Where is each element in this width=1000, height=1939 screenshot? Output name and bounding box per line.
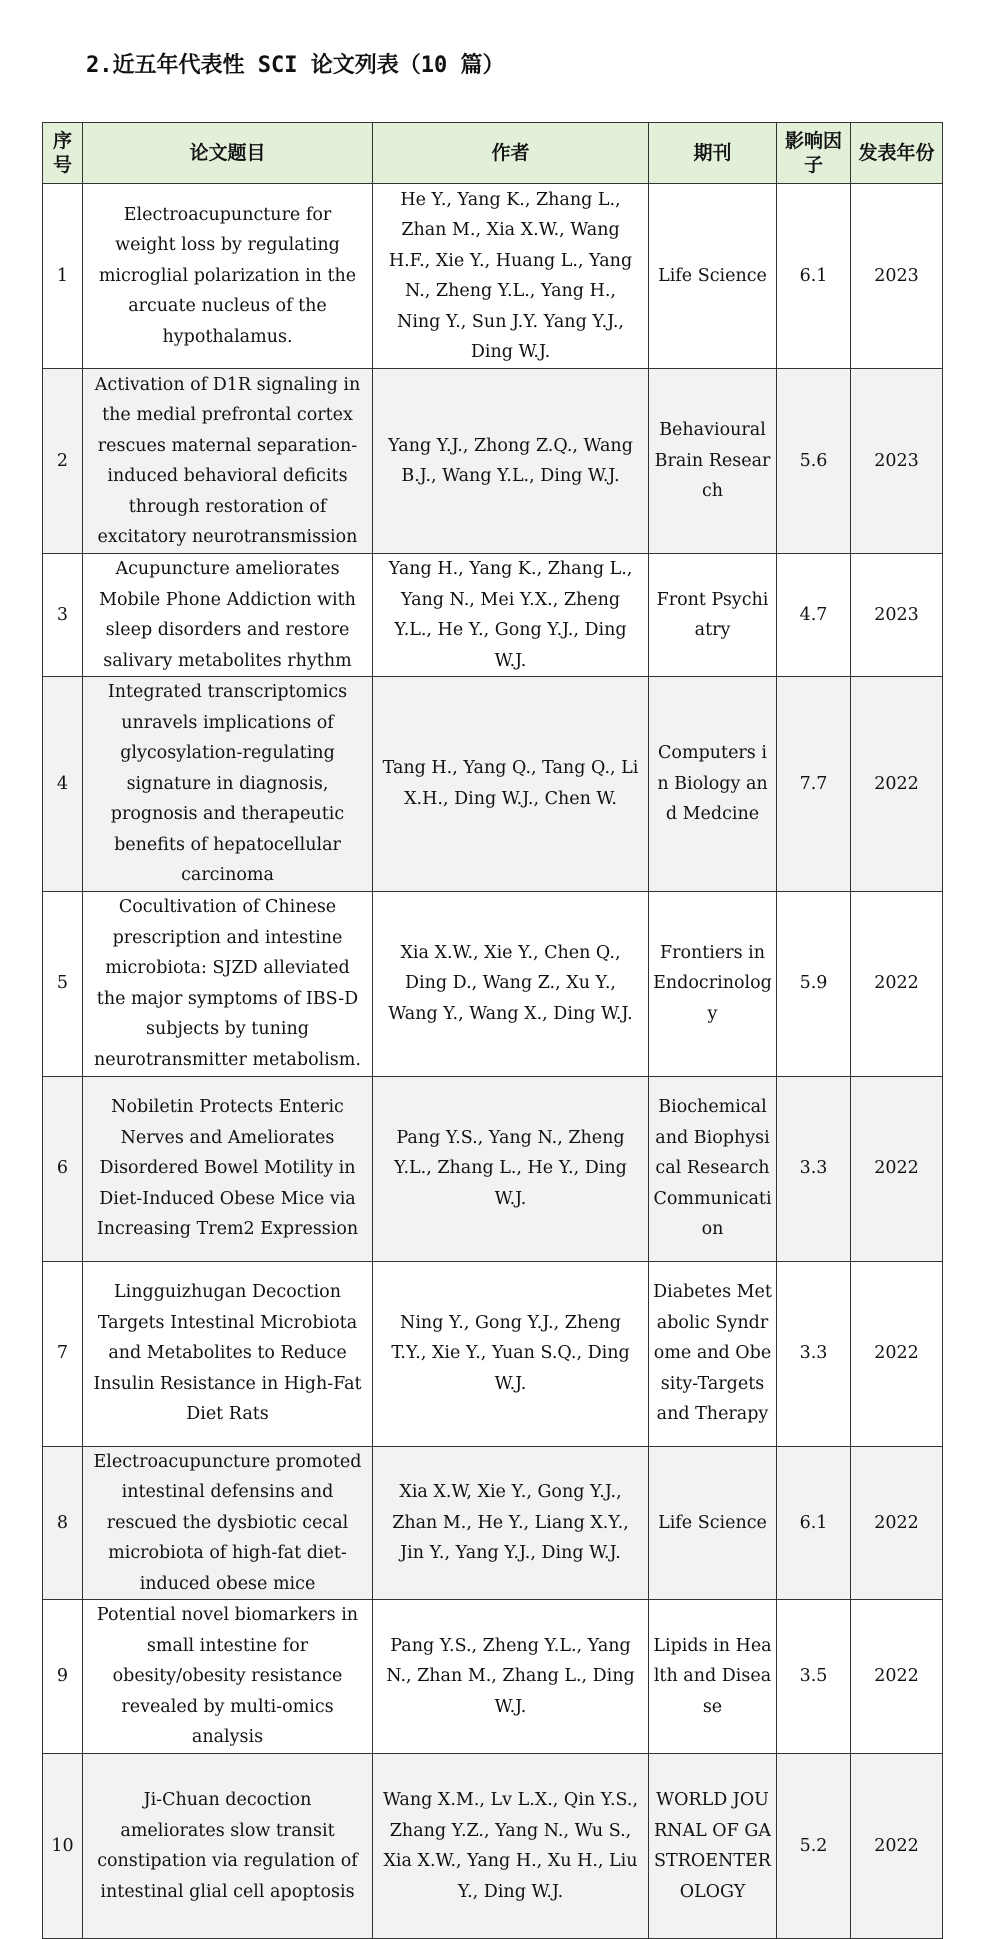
cell-no: 5 xyxy=(43,891,83,1076)
cell-title: Nobiletin Protects Enteric Nerves and Ameliorates Disordered Bowel Motility in Diet-Induced Obese Mice via Increasing Trem2 Expression xyxy=(83,1076,373,1261)
cell-title: Cocultivation of Chinese prescription and intestine microbiota: SJZD alleviated the major symptoms of IBS-D subjects by tuning neurotransmitter metabolism. xyxy=(83,891,373,1076)
cell-impact-factor: 4.7 xyxy=(777,554,851,677)
page-title: 2.近五年代表性 SCI 论文列表（10 篇） xyxy=(86,53,505,78)
cell-title: Activation of D1R signaling in the medial prefrontal cortex rescues maternal separation-induced behavioral deficits through restoration of excitatory neurotransmission xyxy=(83,369,373,554)
cell-impact-factor: 6.1 xyxy=(777,184,851,369)
cell-year: 2022 xyxy=(851,1600,943,1754)
cell-impact-factor: 5.9 xyxy=(777,891,851,1076)
cell-no: 6 xyxy=(43,1076,83,1261)
cell-authors: Xia X.W., Xie Y., Chen Q., Ding D., Wang Z., Xu Y., Wang Y., Wang X., Ding W.J. xyxy=(373,891,649,1076)
table-row xyxy=(43,891,943,1076)
cell-journal: Life Science xyxy=(649,1446,777,1600)
cell-year: 2022 xyxy=(851,1076,943,1261)
cell-no: 1 xyxy=(43,184,83,369)
cell-journal: Computers in Biology and Medcine xyxy=(649,677,777,892)
header-title: 论文题目 xyxy=(83,123,373,184)
cell-impact-factor: 3.5 xyxy=(777,1600,851,1754)
cell-no: 2 xyxy=(43,369,83,554)
cell-year: 2022 xyxy=(851,1261,943,1446)
cell-year: 2023 xyxy=(851,554,943,677)
cell-journal: Diabetes Metabolic Syndrome and Obesity-Targets and Therapy xyxy=(649,1261,777,1446)
table-row xyxy=(43,1261,943,1446)
cell-impact-factor: 5.2 xyxy=(777,1754,851,1939)
table-row xyxy=(43,1076,943,1261)
header-journal: 期刊 xyxy=(649,123,777,184)
cell-journal: Behavioural Brain Research xyxy=(649,369,777,554)
cell-no: 7 xyxy=(43,1261,83,1446)
table-row xyxy=(43,554,943,677)
table-body xyxy=(43,184,943,1939)
cell-title: Integrated transcriptomics unravels implications of glycosylation-regulating signature in diagnosis, prognosis and therapeutic benefits of hepatocellular carcinoma xyxy=(83,677,373,892)
cell-authors: Pang Y.S., Yang N., Zheng Y.L., Zhang L., He Y., Ding W.J. xyxy=(373,1076,649,1261)
cell-journal: Biochemical and Biophysical Research Communication xyxy=(649,1076,777,1261)
cell-title: Electroacupuncture promoted intestinal defensins and rescued the dysbiotic cecal microbiota of high-fat diet-induced obese mice xyxy=(83,1446,373,1600)
header-no: 序号 xyxy=(43,123,83,184)
cell-authors: Pang Y.S., Zheng Y.L., Yang N., Zhan M., Zhang L., Ding W.J. xyxy=(373,1600,649,1754)
cell-year: 2022 xyxy=(851,1754,943,1939)
cell-impact-factor: 6.1 xyxy=(777,1446,851,1600)
header-impact-factor: 影响因子 xyxy=(777,123,851,184)
cell-year: 2023 xyxy=(851,369,943,554)
cell-no: 4 xyxy=(43,677,83,892)
cell-title: Electroacupuncture for weight loss by regulating microglial polarization in the arcuate nucleus of the hypothalamus. xyxy=(83,184,373,369)
cell-impact-factor: 7.7 xyxy=(777,677,851,892)
cell-impact-factor: 3.3 xyxy=(777,1076,851,1261)
cell-authors: Wang X.M., Lv L.X., Qin Y.S., Zhang Y.Z., Yang N., Wu S., Xia X.W., Yang H., Xu H., Liu Y., Ding W.J. xyxy=(373,1754,649,1939)
cell-no: 3 xyxy=(43,554,83,677)
cell-year: 2022 xyxy=(851,891,943,1076)
cell-authors: Ning Y., Gong Y.J., Zheng T.Y., Xie Y., Yuan S.Q., Ding W.J. xyxy=(373,1261,649,1446)
cell-no: 9 xyxy=(43,1600,83,1754)
cell-year: 2023 xyxy=(851,184,943,369)
cell-no: 8 xyxy=(43,1446,83,1600)
table-row xyxy=(43,1754,943,1939)
cell-journal: Front Psychiatry xyxy=(649,554,777,677)
papers-table xyxy=(42,122,943,1939)
table-row xyxy=(43,184,943,369)
cell-journal: WORLD JOURNAL OF GASTROENTEROLOGY xyxy=(649,1754,777,1939)
cell-title: Ji-Chuan decoction ameliorates slow transit constipation via regulation of intestinal glial cell apoptosis xyxy=(83,1754,373,1939)
header-authors: 作者 xyxy=(373,123,649,184)
cell-authors: Yang H., Yang K., Zhang L., Yang N., Mei Y.X., Zheng Y.L., He Y., Gong Y.J., Ding W.J. xyxy=(373,554,649,677)
header-year: 发表年份 xyxy=(851,123,943,184)
table-row xyxy=(43,369,943,554)
cell-authors: Xia X.W, Xie Y., Gong Y.J., Zhan M., He Y., Liang X.Y., Jin Y., Yang Y.J., Ding W.J. xyxy=(373,1446,649,1600)
cell-authors: Yang Y.J., Zhong Z.Q., Wang B.J., Wang Y.L., Ding W.J. xyxy=(373,369,649,554)
cell-year: 2022 xyxy=(851,677,943,892)
cell-title: Potential novel biomarkers in small intestine for obesity/obesity resistance revealed by multi-omics analysis xyxy=(83,1600,373,1754)
table-header-row xyxy=(43,123,943,184)
cell-title: Acupuncture ameliorates Mobile Phone Addiction with sleep disorders and restore salivary metabolites rhythm xyxy=(83,554,373,677)
cell-authors: Tang H., Yang Q., Tang Q., Li X.H., Ding W.J., Chen W. xyxy=(373,677,649,892)
cell-title: Lingguizhugan Decoction Targets Intestinal Microbiota and Metabolites to Reduce Insulin Resistance in High-Fat Diet Rats xyxy=(83,1261,373,1446)
table-row xyxy=(43,1600,943,1754)
table-row xyxy=(43,1446,943,1600)
cell-impact-factor: 5.6 xyxy=(777,369,851,554)
cell-journal: Frontiers in Endocrinology xyxy=(649,891,777,1076)
table-row xyxy=(43,677,943,892)
cell-authors: He Y., Yang K., Zhang L., Zhan M., Xia X.W., Wang H.F., Xie Y., Huang L., Yang N., Zheng Y.L., Yang H., Ning Y., Sun J.Y. Yang Y.J., Ding W.J. xyxy=(373,184,649,369)
cell-impact-factor: 3.3 xyxy=(777,1261,851,1446)
cell-no: 10 xyxy=(43,1754,83,1939)
cell-journal: Life Science xyxy=(649,184,777,369)
cell-journal: Lipids in Health and Disease xyxy=(649,1600,777,1754)
cell-year: 2022 xyxy=(851,1446,943,1600)
